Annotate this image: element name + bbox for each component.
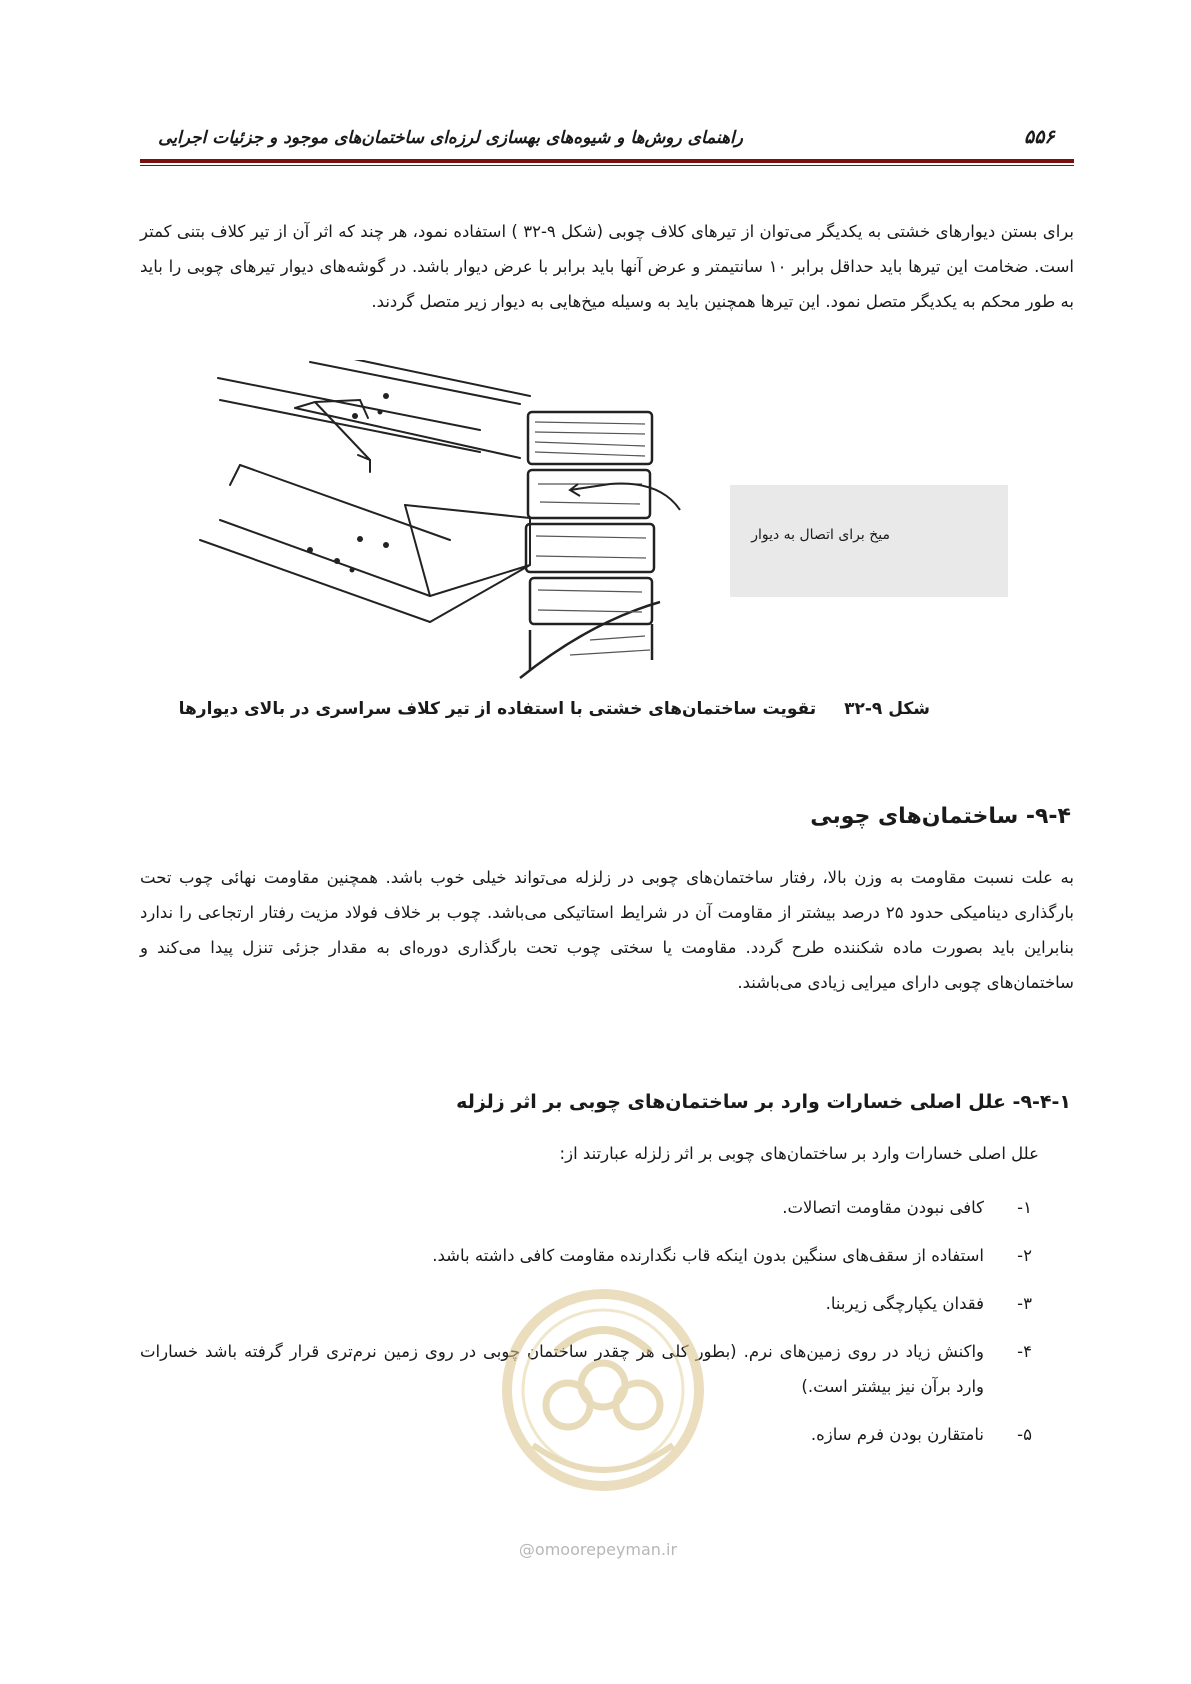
running-header-title: راهنمای روش‌ها و شیوه‌های بهسازی لرزه‌ای ساختمان‌های موجود و جزئیات اجرایی	[158, 128, 743, 148]
subsection-lead: علل اصلی خسارات وارد بر ساختمان‌های چوبی بر اثر زلزله عبارتند از:	[559, 1144, 1039, 1163]
list-item-number: ۱-	[1017, 1198, 1032, 1217]
list-item-text: استفاده از سقف‌های سنگین بدون اینکه قاب نگدارنده مقاومت کافی داشته باشد.	[432, 1246, 984, 1265]
list-item	[140, 1190, 1040, 1225]
watermark-seal	[488, 1280, 718, 1540]
list-item-number: ۴-	[1017, 1342, 1032, 1361]
section-paragraph: به علت نسبت مقاومت به وزن بالا، رفتار ساختمان‌های چوبی در زلزله می‌تواند خیلی خوب باشد. همچنین مقاومت نهائی چوب تحت بارگذاری دینامیکی حدود ۲۵ درصد بیشتر از مقاومت آن در شرایط استاتیکی می‌باشد. چوب بر خلاف فولاد مزیت رفتار ارتجاعی را ندارد بنابراین باید بصورت ماده شکننده طرح گردد. مقاومت یا سختی چوب تحت بارگذاری دوره‌ای به مقدار جزئی تنزل پیدا می‌کند و ساختمان‌های چوبی دارای میرایی زیادی می‌باشند.	[140, 868, 1074, 992]
list-item-number: ۵-	[1017, 1425, 1032, 1444]
list-item	[140, 1238, 1040, 1273]
header-rule-thick	[140, 159, 1074, 163]
section-heading: ۹-۴- ساختمان‌های چوبی	[810, 804, 1071, 829]
list-item-text: نامتقارن بودن فرم سازه.	[810, 1425, 984, 1444]
list-item-text: فقدان یکپارچگی زیربنا.	[825, 1294, 984, 1313]
list-item-number: ۳-	[1017, 1294, 1032, 1313]
list-item-number: ۲-	[1017, 1246, 1032, 1265]
subsection-heading: ۹-۴-۱- علل اصلی خسارات وارد بر ساختمان‌های چوبی بر اثر زلزله	[456, 1091, 1071, 1113]
figure-caption	[178, 699, 930, 719]
figure-label-nail: میخ برای اتصال به دیوار	[751, 527, 890, 543]
page-number: ۵۵۶	[1024, 126, 1055, 148]
figure-caption-number: شکل ۹-۳۲	[844, 699, 930, 719]
intro-paragraph: برای بستن دیوارهای خشتی به یکدیگر می‌توان از تیرهای کلاف چوبی (شکل ۹-۳۲ ) استفاده نمود، هر چند که اثر آن از تیر کلاف بتنی کمتر است. ضخامت این تیرها باید حداقل برابر ۱۰ سانتیمتر و عرض آنها باید برابر با عرض دیوار باشد. در گوشه‌های دیوار تیرهای چوبی را باید به طور محکم به یکدیگر متصل نمود. این تیرها همچنین باید به وسیله میخ‌هایی به دیوار زیر متصل گردند.	[140, 222, 1074, 311]
header-rule-thin	[140, 165, 1074, 166]
list-item-text: کافی نبودن مقاومت اتصالات.	[782, 1198, 984, 1217]
list-item-text: واکنش زیاد در روی زمین‌های نرم. (بطور کلی هر چقدر ساختمان چوبی در روی زمین نرم‌تری قرار گرفته باشد خسارات وارد برآن نیز بیشتر است.)	[140, 1342, 984, 1396]
watermark-site-text: @omoorepeyman.ir	[518, 1540, 678, 1559]
figure-caption-text: تقویت ساختمان‌های خشتی با استفاده از تیر کلاف سراسری در بالای دیوارها	[178, 699, 817, 719]
